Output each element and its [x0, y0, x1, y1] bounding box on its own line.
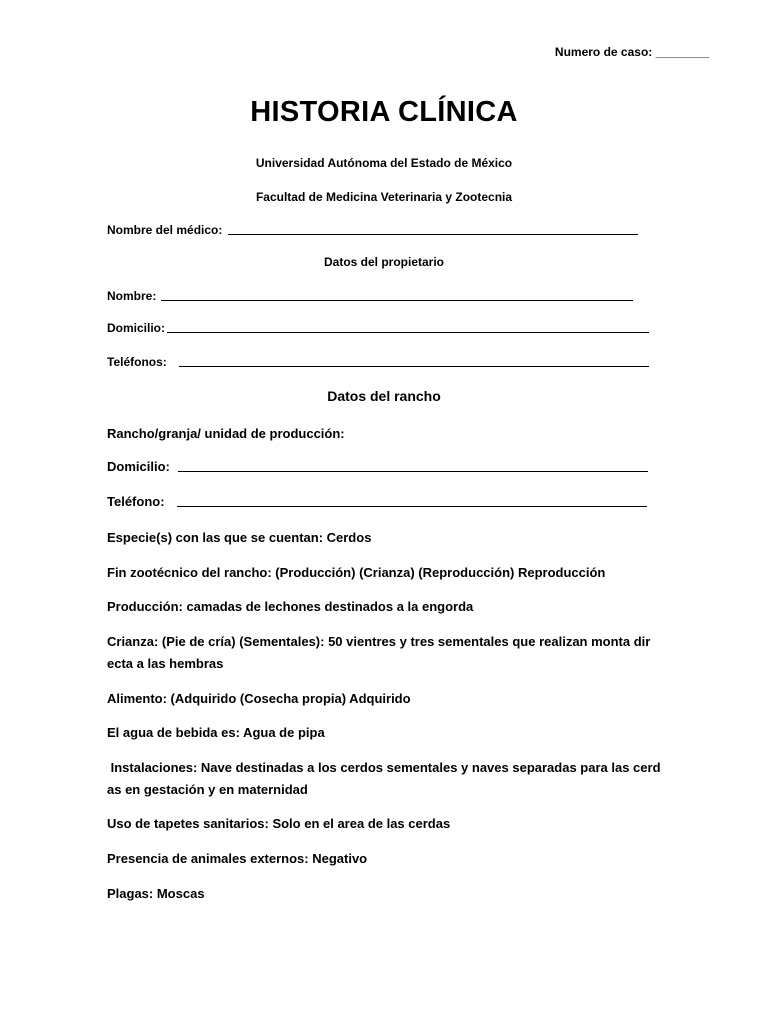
- doctor-name-field: [107, 222, 638, 237]
- ranch-address-line[interactable]: [178, 459, 648, 472]
- detail-external-animals: Presencia de animales externos: Negativo: [107, 851, 368, 866]
- institution-name: Universidad Autónoma del Estado de México: [255, 156, 513, 170]
- doctor-name-line[interactable]: [228, 222, 638, 235]
- ranch-unit-label: Rancho/granja/ unidad de producción:: [107, 426, 345, 441]
- ranch-phone-label: Teléfono:: [107, 494, 165, 509]
- owner-name-field: [107, 288, 633, 303]
- owner-name-line[interactable]: [161, 288, 633, 301]
- detail-breeding: Crianza: (Pie de cría) (Sementales): 50 vientres y tres sementales que realizan monta dir ecta a las hembras: [107, 634, 651, 671]
- ranch-phone-line[interactable]: [177, 494, 647, 507]
- doctor-name-label: Nombre del médico:: [107, 223, 223, 237]
- detail-feed: Alimento: (Adquirido (Cosecha propia) Adquirido: [107, 691, 411, 706]
- owner-phones-line[interactable]: [179, 354, 649, 367]
- ranch-phone-field: [107, 494, 647, 509]
- ranch-address-field: [107, 459, 648, 474]
- owner-address-line[interactable]: [167, 320, 649, 333]
- detail-pests: Plagas: Moscas: [107, 886, 205, 901]
- owner-address-field: [107, 320, 649, 335]
- owner-phones-field: [107, 354, 649, 369]
- case-number-label: Numero de caso: ________: [554, 45, 709, 59]
- detail-purpose: Fin zootécnico del rancho: (Producción) (Crianza) (Reproducción) Reproducción: [107, 565, 606, 580]
- owner-name-label: Nombre:: [107, 289, 157, 303]
- detail-facilities: Instalaciones: Nave destinadas a los cerdos sementales y naves separadas para las cerd as en gestación y en maternidad: [107, 760, 661, 797]
- owner-phones-label: Teléfonos:: [107, 355, 167, 369]
- page-title: HISTORIA CLÍNICA: [250, 96, 518, 128]
- detail-species: Especie(s) con las que se cuentan: Cerdos: [107, 530, 372, 545]
- owner-address-label: Domicilio:: [107, 321, 166, 335]
- detail-production: Producción: camadas de lechones destinados a la engorda: [107, 599, 474, 614]
- detail-water: El agua de bebida es: Agua de pipa: [107, 725, 325, 740]
- faculty-name: Facultad de Medicina Veterinaria y Zootecnia: [255, 190, 513, 204]
- ranch-address-label: Domicilio:: [107, 459, 170, 474]
- owner-section-heading: Datos del propietario: [323, 255, 445, 269]
- ranch-section-heading: Datos del rancho: [327, 388, 441, 404]
- detail-sanitary-mats: Uso de tapetes sanitarios: Solo en el area de las cerdas: [107, 816, 451, 831]
